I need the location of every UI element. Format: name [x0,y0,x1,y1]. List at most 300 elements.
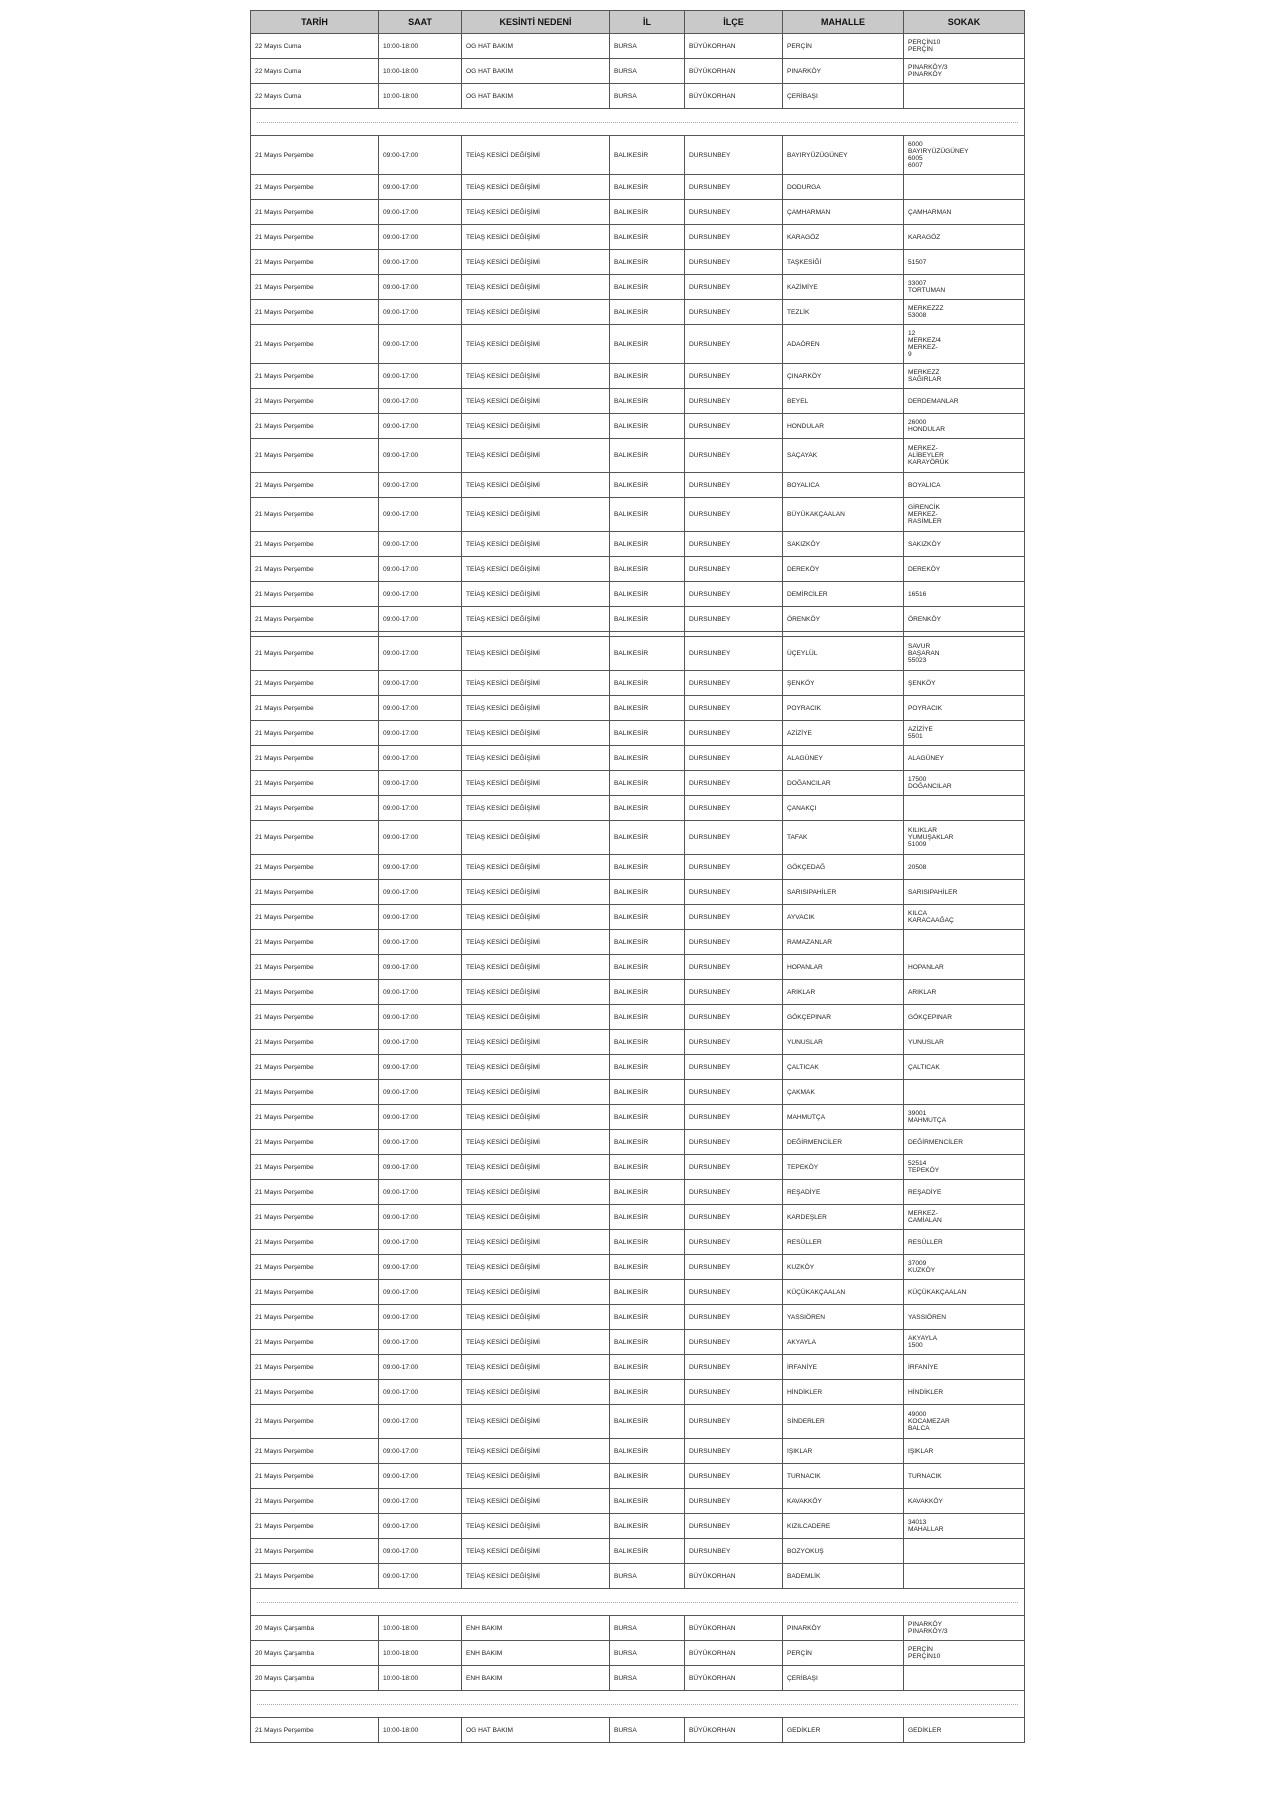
street-cell [904,1105,1025,1130]
province-cell: BALIKESİR [610,1380,685,1405]
reason-cell: TEİAŞ KESİCİ DEĞİŞİMİ [462,1539,610,1564]
time-cell: 10:00-18:00 [379,1616,462,1641]
street-line: GİRENCİK [908,504,940,511]
time-cell: 09:00-17:00 [379,250,462,275]
district-cell: BÜYÜKORHAN [685,34,783,59]
date-cell: 21 Mayıs Perşembe [251,1305,379,1330]
reason-cell: TEİAŞ KESİCİ DEĞİŞİMİ [462,671,610,696]
reason-cell: TEİAŞ KESİCİ DEĞİŞİMİ [462,1255,610,1280]
street-line: KAVAKKÖY [908,1497,943,1505]
street-line: GÖKÇEPINAR [908,1013,952,1021]
reason-cell: TEİAŞ KESİCİ DEĞİŞİMİ [462,1489,610,1514]
street-cell [904,300,1025,325]
neighborhood-cell: IŞIKLAR [783,1439,904,1464]
reason-cell: TEİAŞ KESİCİ DEĞİŞİMİ [462,1030,610,1055]
street-line: MERKEZ- [908,1210,938,1217]
street-cell [904,855,1025,880]
table-row [251,1355,1025,1380]
province-cell: BURSA [610,34,685,59]
province-cell: BALIKESİR [610,1514,685,1539]
time-cell: 09:00-17:00 [379,1305,462,1330]
table-row [251,771,1025,796]
time-cell: 09:00-17:00 [379,771,462,796]
table-row [251,300,1025,325]
time-cell: 09:00-17:00 [379,225,462,250]
time-cell: 09:00-17:00 [379,200,462,225]
time-cell: 09:00-17:00 [379,473,462,498]
neighborhood-cell: RESÜLLER [783,1230,904,1255]
reason-cell: TEİAŞ KESİCİ DEĞİŞİMİ [462,1355,610,1380]
table-row [251,364,1025,389]
street-line: KUZKÖY [908,1267,936,1274]
time-cell: 09:00-17:00 [379,364,462,389]
street-cell [904,200,1025,225]
header-il: İL [610,11,685,34]
table-row [251,1380,1025,1405]
district-cell: DURSUNBEY [685,930,783,955]
street-cell [904,1718,1025,1743]
province-cell: BALIKESİR [610,1030,685,1055]
reason-cell: TEİAŞ KESİCİ DEĞİŞİMİ [462,225,610,250]
province-cell: BALIKESİR [610,930,685,955]
district-cell: DURSUNBEY [685,175,783,200]
street-cell [904,1030,1025,1055]
province-cell: BALIKESİR [610,696,685,721]
neighborhood-cell: TEZLİK [783,300,904,325]
table-row [251,855,1025,880]
table-row [251,1105,1025,1130]
neighborhood-cell: ÇERİBAŞI [783,84,904,109]
street-line: 5501 [908,733,923,740]
district-cell: DURSUNBEY [685,1255,783,1280]
table-row [251,325,1025,364]
province-cell: BALIKESİR [610,498,685,532]
district-cell: DURSUNBEY [685,1330,783,1355]
neighborhood-cell: YASSIÖREN [783,1305,904,1330]
date-cell: 21 Mayıs Perşembe [251,1130,379,1155]
street-cell [904,1616,1025,1641]
street-cell [904,637,1025,671]
reason-cell: TEİAŞ KESİCİ DEĞİŞİMİ [462,1464,610,1489]
reason-cell: TEİAŞ KESİCİ DEĞİŞİMİ [462,746,610,771]
table-row [251,1230,1025,1255]
time-cell: 09:00-17:00 [379,796,462,821]
street-cell [904,1230,1025,1255]
neighborhood-cell: ÇALTICAK [783,1055,904,1080]
date-cell: 21 Mayıs Perşembe [251,1255,379,1280]
district-cell: DURSUNBEY [685,1514,783,1539]
district-cell: DURSUNBEY [685,1155,783,1180]
province-cell: BALIKESİR [610,980,685,1005]
header-sokak: SOKAK [904,11,1025,34]
date-cell: 21 Mayıs Perşembe [251,880,379,905]
date-cell: 21 Mayıs Perşembe [251,1564,379,1589]
street-cell [904,1280,1025,1305]
time-cell: 09:00-17:00 [379,1439,462,1464]
street-cell [904,1539,1025,1564]
reason-cell: TEİAŞ KESİCİ DEĞİŞİMİ [462,607,610,632]
street-line: MERKEZ- [908,445,938,452]
street-line: KOCAMEZAR [908,1418,950,1425]
province-cell: BALIKESİR [610,1180,685,1205]
date-cell: 21 Mayıs Perşembe [251,1030,379,1055]
time-cell: 09:00-17:00 [379,1205,462,1230]
street-cell [904,389,1025,414]
time-cell: 09:00-17:00 [379,1055,462,1080]
street-line: İRFANİYE [908,1363,939,1371]
province-cell: BALIKESİR [610,721,685,746]
neighborhood-cell: SARISIPAHİLER [783,880,904,905]
district-cell: DURSUNBEY [685,1539,783,1564]
province-cell: BALIKESİR [610,1080,685,1105]
date-cell: 21 Mayıs Perşembe [251,1155,379,1180]
street-cell [904,414,1025,439]
date-cell: 21 Mayıs Perşembe [251,364,379,389]
street-cell [904,1380,1025,1405]
date-cell: 21 Mayıs Perşembe [251,1280,379,1305]
province-cell: BALIKESİR [610,855,685,880]
province-cell: BALIKESİR [610,746,685,771]
district-cell: DURSUNBEY [685,557,783,582]
table-row [251,250,1025,275]
date-cell: 21 Mayıs Perşembe [251,1439,379,1464]
district-cell: DURSUNBEY [685,1280,783,1305]
province-cell: BALIKESİR [610,250,685,275]
district-cell: DURSUNBEY [685,1180,783,1205]
neighborhood-cell: GEDİKLER [783,1718,904,1743]
street-line: BALCA [908,1425,930,1432]
date-cell: 21 Mayıs Perşembe [251,637,379,671]
reason-cell: ENH BAKIM [462,1666,610,1691]
street-line: SAĞIRLAR [908,376,942,383]
province-cell: BALIKESİR [610,1105,685,1130]
reason-cell: TEİAŞ KESİCİ DEĞİŞİMİ [462,1180,610,1205]
time-cell: 09:00-17:00 [379,557,462,582]
street-cell [904,1005,1025,1030]
district-cell: DURSUNBEY [685,439,783,473]
date-cell: 20 Mayıs Çarşamba [251,1666,379,1691]
neighborhood-cell: KAVAKKÖY [783,1489,904,1514]
reason-cell: OG HAT BAKIM [462,59,610,84]
neighborhood-cell: ÇERİBAŞI [783,1666,904,1691]
street-cell [904,1439,1025,1464]
table-row [251,200,1025,225]
street-cell [904,364,1025,389]
time-cell: 09:00-17:00 [379,671,462,696]
neighborhood-cell: ÖRENKÖY [783,607,904,632]
time-cell: 09:00-17:00 [379,1180,462,1205]
table-row [251,275,1025,300]
neighborhood-cell: MAHMUTÇA [783,1105,904,1130]
separator-cell [251,1589,1025,1616]
table-row [251,136,1025,175]
street-line: 49000 [908,1411,927,1418]
province-cell: BALIKESİR [610,473,685,498]
section-separator [251,1589,1025,1616]
street-line: 16516 [908,590,927,598]
street-line: MERKEZZZ [908,305,944,312]
table-row [251,1616,1025,1641]
street-line: PERÇİN10 [908,39,941,46]
district-cell: DURSUNBEY [685,905,783,930]
neighborhood-cell: AZİZİYE [783,721,904,746]
table-row [251,880,1025,905]
date-cell: 21 Mayıs Perşembe [251,225,379,250]
time-cell: 09:00-17:00 [379,955,462,980]
time-cell: 09:00-17:00 [379,637,462,671]
reason-cell: TEİAŞ KESİCİ DEĞİŞİMİ [462,1305,610,1330]
street-line: MERKEZ/4 [908,337,941,344]
time-cell: 09:00-17:00 [379,414,462,439]
street-line: TORTUMAN [908,287,946,294]
reason-cell: TEİAŞ KESİCİ DEĞİŞİMİ [462,880,610,905]
section-separator [251,109,1025,136]
street-cell [904,84,1025,109]
street-line: 33007 [908,280,927,287]
table-row [251,671,1025,696]
time-cell: 09:00-17:00 [379,498,462,532]
street-line: MERKEZ- [908,344,938,351]
reason-cell: ENH BAKIM [462,1641,610,1666]
street-line: YUMUŞAKLAR [908,834,954,841]
reason-cell: TEİAŞ KESİCİ DEĞİŞİMİ [462,796,610,821]
street-cell [904,225,1025,250]
table-row [251,1666,1025,1691]
date-cell: 21 Mayıs Perşembe [251,1205,379,1230]
reason-cell: TEİAŞ KESİCİ DEĞİŞİMİ [462,136,610,175]
street-line: POYRACIK [908,704,943,712]
table-row [251,1130,1025,1155]
district-cell: DURSUNBEY [685,980,783,1005]
table-row [251,1641,1025,1666]
neighborhood-cell: SİNDERLER [783,1405,904,1439]
table-row [251,1539,1025,1564]
table-row [251,905,1025,930]
neighborhood-cell: SAKIZKÖY [783,532,904,557]
street-line: MAHMUTÇA [908,1117,947,1124]
street-line: BAYIRYÜZÜGÜNEY [908,148,969,155]
date-cell: 21 Mayıs Perşembe [251,389,379,414]
street-line: DERDEMANLAR [908,397,959,405]
time-cell: 10:00-18:00 [379,1718,462,1743]
time-cell: 09:00-17:00 [379,1230,462,1255]
district-cell: DURSUNBEY [685,325,783,364]
province-cell: BALIKESİR [610,1489,685,1514]
time-cell: 09:00-17:00 [379,300,462,325]
time-cell: 09:00-17:00 [379,275,462,300]
street-line: ÇALTICAK [908,1063,940,1071]
date-cell: 21 Mayıs Perşembe [251,855,379,880]
province-cell: BURSA [610,1616,685,1641]
table-row [251,389,1025,414]
street-line: 55023 [908,657,927,664]
street-cell [904,582,1025,607]
province-cell: BURSA [610,1718,685,1743]
district-cell: DURSUNBEY [685,1230,783,1255]
neighborhood-cell: POYRACIK [783,696,904,721]
neighborhood-cell: KAZİMİYE [783,275,904,300]
street-line: KARAGÖZ [908,233,941,241]
street-line: 12 [908,330,916,337]
district-cell: DURSUNBEY [685,532,783,557]
street-cell [904,796,1025,821]
province-cell: BURSA [610,1641,685,1666]
district-cell: DURSUNBEY [685,1439,783,1464]
street-line: 39001 [908,1110,927,1117]
neighborhood-cell: GÖKÇEPINAR [783,1005,904,1030]
reason-cell: TEİAŞ KESİCİ DEĞİŞİMİ [462,1005,610,1030]
time-cell: 10:00-18:00 [379,1641,462,1666]
separator-cell [251,109,1025,136]
neighborhood-cell: TAFAK [783,821,904,855]
reason-cell: TEİAŞ KESİCİ DEĞİŞİMİ [462,1564,610,1589]
table-row [251,1080,1025,1105]
street-line: 20508 [908,863,927,871]
street-cell [904,1464,1025,1489]
table-row [251,34,1025,59]
street-line: AKYAYLA [908,1335,938,1342]
street-line: PINARKÖY/3 [908,64,948,71]
time-cell: 09:00-17:00 [379,1280,462,1305]
table-row [251,607,1025,632]
separator-line [257,1704,1018,1705]
time-cell: 09:00-17:00 [379,1539,462,1564]
street-cell [904,325,1025,364]
street-cell [904,1080,1025,1105]
district-cell: DURSUNBEY [685,696,783,721]
table-row [251,955,1025,980]
header-ilce: İLÇE [685,11,783,34]
street-line: DEĞİRMENCİLER [908,1138,963,1146]
neighborhood-cell: TAŞKESİĞİ [783,250,904,275]
date-cell: 21 Mayıs Perşembe [251,1180,379,1205]
reason-cell: TEİAŞ KESİCİ DEĞİŞİMİ [462,1130,610,1155]
reason-cell: TEİAŞ KESİCİ DEĞİŞİMİ [462,1055,610,1080]
time-cell: 09:00-17:00 [379,746,462,771]
date-cell: 21 Mayıs Perşembe [251,498,379,532]
district-cell: DURSUNBEY [685,498,783,532]
street-line: KILCA [908,910,928,917]
reason-cell: TEİAŞ KESİCİ DEĞİŞİMİ [462,1080,610,1105]
province-cell: BALIKESİR [610,300,685,325]
reason-cell: TEİAŞ KESİCİ DEĞİŞİMİ [462,1439,610,1464]
street-line: BAŞARAN [908,650,940,657]
header-mahalle: MAHALLE [783,11,904,34]
district-cell: BÜYÜKORHAN [685,1666,783,1691]
province-cell: BALIKESİR [610,439,685,473]
table-row [251,414,1025,439]
street-line: ARIKLAR [908,988,937,996]
street-cell [904,439,1025,473]
time-cell: 09:00-17:00 [379,696,462,721]
time-cell: 09:00-17:00 [379,980,462,1005]
neighborhood-cell: TEPEKÖY [783,1155,904,1180]
table-row [251,1489,1025,1514]
date-cell: 21 Mayıs Perşembe [251,1005,379,1030]
street-line: 6005 [908,155,923,162]
time-cell: 09:00-17:00 [379,1355,462,1380]
table-row [251,1564,1025,1589]
province-cell: BALIKESİR [610,225,685,250]
street-cell [904,696,1025,721]
neighborhood-cell: İRFANİYE [783,1355,904,1380]
neighborhood-cell: BADEMLİK [783,1564,904,1589]
province-cell: BALIKESİR [610,136,685,175]
table-row [251,84,1025,109]
reason-cell: TEİAŞ KESİCİ DEĞİŞİMİ [462,1514,610,1539]
time-cell: 09:00-17:00 [379,1030,462,1055]
table-row [251,696,1025,721]
table-row [251,582,1025,607]
neighborhood-cell: AYVACIK [783,905,904,930]
street-line: MAHALLAR [908,1526,944,1533]
reason-cell: TEİAŞ KESİCİ DEĞİŞİMİ [462,930,610,955]
date-cell: 21 Mayıs Perşembe [251,200,379,225]
street-cell [904,275,1025,300]
district-cell: DURSUNBEY [685,821,783,855]
district-cell: DURSUNBEY [685,1464,783,1489]
district-cell: DURSUNBEY [685,607,783,632]
district-cell: BÜYÜKORHAN [685,84,783,109]
street-line: DOĞANCILAR [908,783,952,790]
neighborhood-cell: HOPANLAR [783,955,904,980]
street-line: CAMİALAN [908,1217,942,1224]
reason-cell: TEİAŞ KESİCİ DEĞİŞİMİ [462,1230,610,1255]
province-cell: BALIKESİR [610,1005,685,1030]
district-cell: DURSUNBEY [685,880,783,905]
district-cell: DURSUNBEY [685,364,783,389]
table-row [251,1405,1025,1439]
street-cell [904,473,1025,498]
district-cell: DURSUNBEY [685,1005,783,1030]
table-row [251,1030,1025,1055]
date-cell: 21 Mayıs Perşembe [251,955,379,980]
street-cell [904,1255,1025,1280]
street-line: 53008 [908,312,927,319]
street-line: MERKEZZ [908,369,940,376]
reason-cell: TEİAŞ KESİCİ DEĞİŞİMİ [462,439,610,473]
neighborhood-cell: KARDEŞLER [783,1205,904,1230]
reason-cell: TEİAŞ KESİCİ DEĞİŞİMİ [462,1205,610,1230]
street-line: PINARKÖY/3 [908,1628,948,1635]
outage-table [250,10,1025,1743]
reason-cell: TEİAŞ KESİCİ DEĞİŞİMİ [462,582,610,607]
street-cell [904,980,1025,1005]
district-cell: DURSUNBEY [685,200,783,225]
neighborhood-cell: PINARKÖY [783,59,904,84]
neighborhood-cell: BOZYOKUŞ [783,1539,904,1564]
time-cell: 09:00-17:00 [379,325,462,364]
neighborhood-cell: HİNDİKLER [783,1380,904,1405]
reason-cell: OG HAT BAKIM [462,34,610,59]
district-cell: BÜYÜKORHAN [685,1564,783,1589]
province-cell: BALIKESİR [610,1355,685,1380]
reason-cell: TEİAŞ KESİCİ DEĞİŞİMİ [462,721,610,746]
district-cell: DURSUNBEY [685,771,783,796]
reason-cell: TEİAŞ KESİCİ DEĞİŞİMİ [462,250,610,275]
street-cell [904,1641,1025,1666]
reason-cell: TEİAŞ KESİCİ DEĞİŞİMİ [462,905,610,930]
province-cell: BALIKESİR [610,175,685,200]
district-cell: DURSUNBEY [685,1205,783,1230]
reason-cell: TEİAŞ KESİCİ DEĞİŞİMİ [462,1105,610,1130]
date-cell: 21 Mayıs Perşembe [251,300,379,325]
street-line: DEREKÖY [908,565,941,573]
street-cell [904,607,1025,632]
date-cell: 21 Mayıs Perşembe [251,796,379,821]
neighborhood-cell: PINARKÖY [783,1616,904,1641]
section-separator [251,1691,1025,1718]
